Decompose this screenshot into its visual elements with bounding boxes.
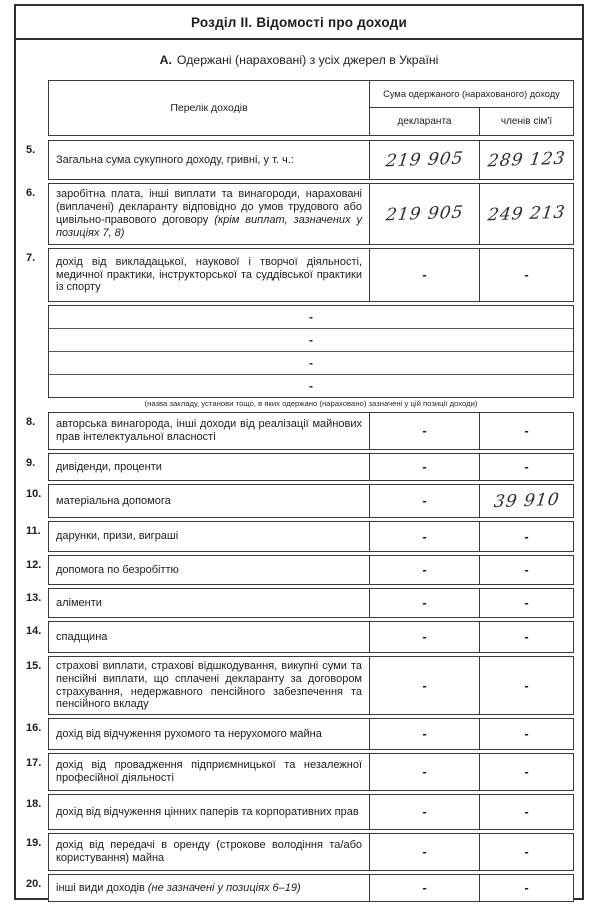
row-label-cell [48,183,370,245]
family-value-cell [479,521,574,552]
row-label-cell [48,555,370,585]
declarant-value-cell [369,140,480,180]
family-amount: 289 123 [486,148,567,172]
declarant-value-cell [369,555,480,585]
family-amount: - [524,764,529,780]
row-number: 5. [26,144,36,156]
row-label-cell [48,484,370,518]
row-number: 16. [26,722,42,735]
income-row-6 [22,183,573,245]
row-number: 15. [26,660,42,672]
declarant-value-cell [369,621,480,653]
row-number: 14. [26,625,42,637]
income-row-14 [22,621,573,653]
family-value-cell [479,412,574,450]
income-row-15 [22,656,573,715]
income-source-line: - [49,306,573,329]
family-value-cell [479,588,574,618]
declarant-value-cell [369,874,480,902]
row-label-cell [48,833,370,871]
declarant-value-cell [369,718,480,750]
header-amount: Сума одержаного (нарахованого) доходу [369,80,574,108]
row-label: інші види доходів [56,881,145,894]
row-label: дохід від викладацької, наукової і творчої діяльності, медичної практики, інструкторської та суддівської практики із спорту [56,255,362,294]
row-number: 20. [26,878,42,891]
income-row-17 [22,753,573,791]
declarant-amount: - [422,267,427,282]
header-amount-subcolumns [369,107,574,136]
row-number: 10. [26,488,42,500]
family-value-cell [479,183,574,245]
income-table [16,80,582,909]
declarant-value-cell [369,521,480,552]
declarant-amount: - [422,562,427,577]
family-amount: - [524,528,529,544]
family-value-cell [479,833,574,871]
header-declarant: декларанта [369,107,480,136]
income-row-18 [22,794,573,830]
row-number: 19. [26,837,42,850]
family-value-cell [479,484,574,518]
declarant-amount: 219 905 [384,148,465,172]
family-amount: - [524,677,529,693]
declarant-amount: - [422,528,427,544]
declarant-value-cell [369,656,480,715]
income-rows [22,140,573,902]
row-number-column-spacer [22,80,48,136]
row-label-cell [48,874,370,902]
income-row-11 [22,521,573,552]
table-header [22,80,573,136]
row-label-cell [48,248,370,302]
family-amount: - [524,726,529,742]
income-source-lines-box [48,305,574,398]
family-amount: - [524,459,529,474]
row-label-cell [48,621,370,653]
family-amount: - [524,629,529,644]
row-number: 11. [26,525,41,537]
declarant-amount: - [422,804,427,820]
declarant-value-cell [369,183,480,245]
row-label-cell [48,453,370,481]
row-number: 8. [26,416,36,428]
declarant-amount: - [422,459,427,474]
row-label-cell [48,140,370,180]
declarant-value-cell [369,794,480,830]
row-number: 12. [26,559,42,571]
row-label: заробітна плата, інші виплати та винагороди, нараховані (виплачені) декларанту відповідно до умов трудового або цивільно-правового договору [56,188,362,226]
family-value-cell [479,453,574,481]
row-number: 13. [26,592,42,604]
row-label-cell [48,521,370,552]
declarant-amount: - [422,764,427,780]
row-label: аліменти [56,596,102,609]
family-amount: - [524,844,529,860]
family-value-cell [479,555,574,585]
family-value-cell [479,718,574,750]
family-value-cell [479,140,574,180]
family-amount: 39 910 [492,489,561,513]
declarant-value-cell [369,412,480,450]
row-number: 7. [26,252,36,264]
row-label-cell [48,588,370,618]
declarant-amount: - [422,423,427,438]
subsection-title-text: Одержані (нараховані) з усіх джерел в Україні [176,53,439,67]
income-row-16 [22,718,573,750]
income-row-8 [22,412,573,450]
family-amount: - [524,267,529,282]
family-value-cell [479,753,574,791]
income-row-9 [22,453,573,481]
row-label-italic: (крім виплат, зазначених у позиціях 7, 8) [56,214,362,239]
income-row-19 [22,833,573,871]
row-label: Загальна сума сукупного доходу, гривні, у т. ч.: [56,153,294,166]
row-label: дохід від провадження підприємницької та незалежної професійної діяльності [56,759,362,785]
row-label-italic: (не зазначені у позиціях 6–19) [147,881,301,894]
row-number: 9. [26,457,36,469]
declarant-value-cell [369,588,480,618]
declarant-amount: - [422,595,427,610]
declarant-amount: - [422,493,427,508]
family-amount: - [524,595,529,610]
declarant-amount: - [422,677,427,693]
family-amount: - [524,880,529,896]
row-label: спадщина [56,630,108,643]
row-label: авторська винагорода, інші доходи від реалізації майнових прав інтелектуальної власності [56,418,362,443]
income-source-caption: (назва закладу, установи тощо, в яких одержано (нараховано) зазначені у цій позиції доходи) [144,399,478,408]
row-number: 17. [26,757,42,770]
declarant-amount: - [422,880,427,896]
income-row-13 [22,588,573,618]
subsection-letter: А. [159,53,172,67]
income-row-20 [22,874,573,902]
section-title: Розділ ІІ. Відомості про доходи [16,6,582,40]
header-income-list: Перелік доходів [48,80,370,136]
income-row-10 [22,484,573,518]
declarant-amount: 219 905 [384,202,465,226]
family-value-cell [479,874,574,902]
family-value-cell [479,621,574,653]
row-label: дохід від передачі в оренду (строкове володіння та/або користування) майна [56,839,362,865]
row-label-cell [48,718,370,750]
income-row-5 [22,140,573,180]
declarant-value-cell [369,753,480,791]
row-label: дарунки, призи, виграші [56,530,179,543]
row-number: 6. [26,187,36,199]
family-amount: - [524,423,529,438]
row-label-cell [48,412,370,450]
row-label: допомога по безробіттю [56,563,179,576]
declarant-value-cell [369,833,480,871]
declarant-value-cell [369,484,480,518]
row-label: дохід від відчуження рухомого та нерухомого майна [56,727,322,740]
income-source-line: - [49,352,573,375]
row-label: матеріальна допомога [56,494,171,507]
family-amount: 249 213 [486,202,567,226]
row-label: страхові виплати, страхові відшкодування, викупні суми та пенсійні виплати, що сплачені декларанту за договором страхування, недержавного пенсійного забезпечення та пенсійного вкладу [56,660,362,711]
row-label-cell [48,794,370,830]
family-value-cell [479,794,574,830]
declarant-value-cell [369,453,480,481]
row-number: 18. [26,798,42,811]
row-label: дивіденди, проценти [56,460,162,473]
family-value-cell [479,656,574,715]
family-amount: - [524,804,529,820]
declarant-amount: - [422,726,427,742]
income-row-12 [22,555,573,585]
income-source-line: - [309,379,313,393]
header-family: членів сім'ї [479,107,574,136]
declarant-amount: - [422,844,427,860]
row-label-cell [48,656,370,715]
family-amount: - [524,562,529,577]
row-label: дохід від відчуження цінних паперів та корпоративних прав [56,805,359,818]
income-row-7 [22,248,573,302]
row-label-cell [48,753,370,791]
income-source-line: - [49,329,573,352]
form-page-border [14,4,584,900]
declarant-value-cell [369,248,480,302]
family-value-cell [479,248,574,302]
declarant-amount: - [422,629,427,644]
subsection-title [16,40,582,80]
header-amount-group [369,80,574,136]
